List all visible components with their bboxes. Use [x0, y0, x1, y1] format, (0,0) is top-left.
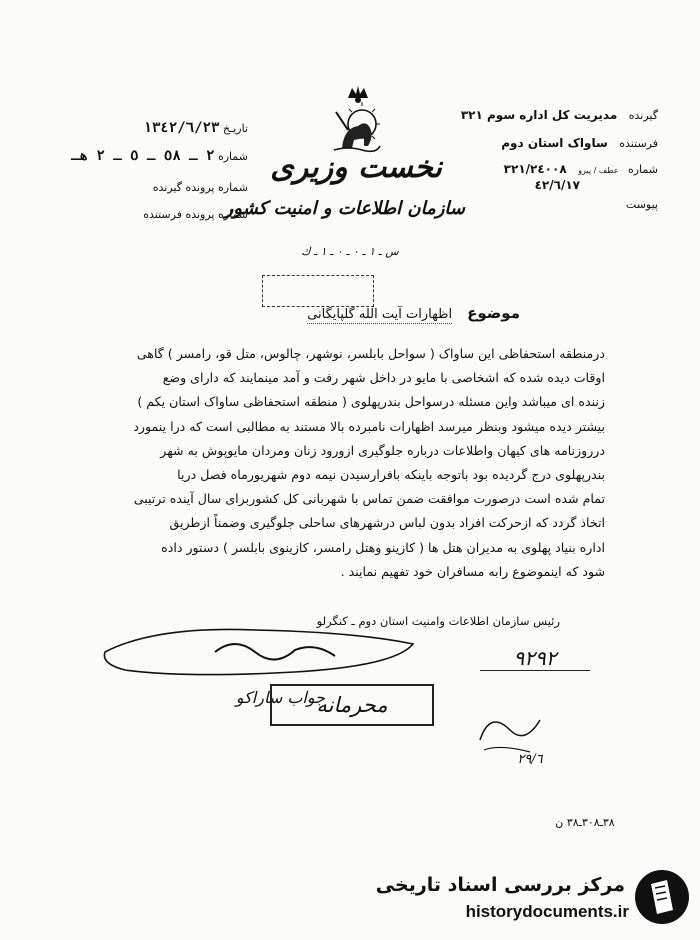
attachment-row	[418, 198, 658, 211]
date-row	[48, 120, 248, 136]
attachment-label: پیوست	[625, 198, 658, 211]
recipient-file-label: شماره پرونده گیرنده	[152, 181, 248, 194]
handwritten-number: ٩٢٩٢	[480, 646, 590, 671]
lion-and-sun-emblem-icon	[318, 80, 398, 160]
number-row	[48, 148, 248, 164]
body-line: بندرپهلوی درج گردیده بود باتوجه باینکه بافرارسیدن نیمه دوم شهریورماه فصل دریا	[177, 467, 605, 483]
sender-value: ساواک استان دوم	[501, 136, 608, 150]
handwritten-mark-icon	[470, 700, 550, 760]
ministry-title: نخست وزیری	[270, 150, 442, 185]
recipient-row	[418, 108, 658, 122]
right-number-label: شماره	[627, 163, 658, 176]
body-line: اوقات دیده شده که اشخاصی با مایو در داخل شهر رفت و آمد مینمایند که دارای وضع	[162, 370, 605, 386]
right-number-value-1: ٣٢١/٢٤٠٠٨	[503, 162, 567, 176]
document-code: ٣٨ـ٣٠٨ـ٣٨ ن	[555, 816, 615, 829]
archive-logo-icon	[633, 868, 691, 926]
signature-line: رئیس سازمان اطلاعات وامنیت استان دوم ـ کنگرلو	[316, 614, 560, 628]
sender-label: فرستنده	[619, 137, 658, 150]
body-line: درمنطقه استحفاظی این ساواک ( سواحل بابلسر، نوشهر، چالوس، متل قو، رامسر ) گاهی	[136, 346, 605, 361]
handwritten-signature-icon	[95, 622, 425, 682]
sender-file-label: شماره پرونده فرستنده	[143, 208, 248, 221]
body-line: زننده ای میباشد واین مسئله درسواحل بندرپهلوی ( منطقه استحفاظی ساواک استان یکم )	[137, 394, 605, 410]
body-line: درروزنامه های کیهان واطلاعات درباره جلوگیری ازورود زنان ومردان مایوپوش به شهر	[160, 442, 605, 458]
body-line: شود که اینموضوع رابه مسافران خود تفهیم نمایند .	[340, 563, 605, 579]
subject-row	[240, 303, 520, 322]
recipient-file-row	[48, 181, 248, 194]
ref-labels: عطف / پیرو	[578, 166, 619, 175]
subject-label: موضوع	[467, 304, 520, 322]
confidential-stamp: محرمانه	[270, 684, 434, 726]
number-value: ٢ ـ ٥٨ ـ ٥ ـ ٢ هـ	[71, 148, 215, 164]
right-number-row-2	[438, 178, 588, 192]
body-line: اداره بنیاد پهلوی به مدیران هتل ها ( کازینو وهتل رامسر، کازینوی بابلسر ) دستور داده	[161, 539, 605, 555]
sender-row	[418, 136, 658, 150]
date-label: تاریـخ	[222, 122, 248, 135]
handwritten-small: ٢٩/٦	[517, 752, 543, 767]
right-number-value-2: ٤٢/٦/١٧	[534, 178, 580, 192]
footer-org-name: مرکز بررسی اسناد تاریخی	[375, 874, 625, 896]
right-number-row	[418, 162, 658, 176]
subject-value: اظهارات آیت الله گلپایگانی	[307, 307, 453, 322]
number-label: شماره	[217, 150, 248, 163]
sender-file-row	[48, 208, 248, 221]
body-line: اتخاذ گردد که ازحرکت افراد بدون لباس درشهرهای ساحلی جلوگیری وضمناً ازطریق	[169, 515, 605, 531]
recipient-label: گیرنده	[628, 109, 658, 122]
reference-code: س ـ ١ ـ ٠ ـ ٠ ـ ١ ـ ك	[301, 245, 399, 258]
footer-watermark	[375, 862, 695, 932]
organization-subtitle: سازمان اطلاعات و امنیت کشور	[224, 198, 465, 219]
footer-url: historydocuments.ir	[465, 902, 629, 921]
date-value: ١٣٤٢/٦/٢٣	[143, 120, 220, 136]
body-line: بیشتر دیده میشود وبنظر میرسد اظهارات نامبرده بالا مستند به مطالبی است که درا ینمورد	[133, 418, 605, 434]
handwritten-note: جواب ساراکو	[235, 688, 325, 707]
recipient-value: مدیریت کل اداره سوم ٣٢١	[460, 108, 618, 122]
body-line: تمام شده است درصورت موافقت ضمن تماس با شهربانی کل کشوربرای سال آینده ترتیبی	[133, 491, 605, 507]
letter-body	[95, 342, 605, 584]
